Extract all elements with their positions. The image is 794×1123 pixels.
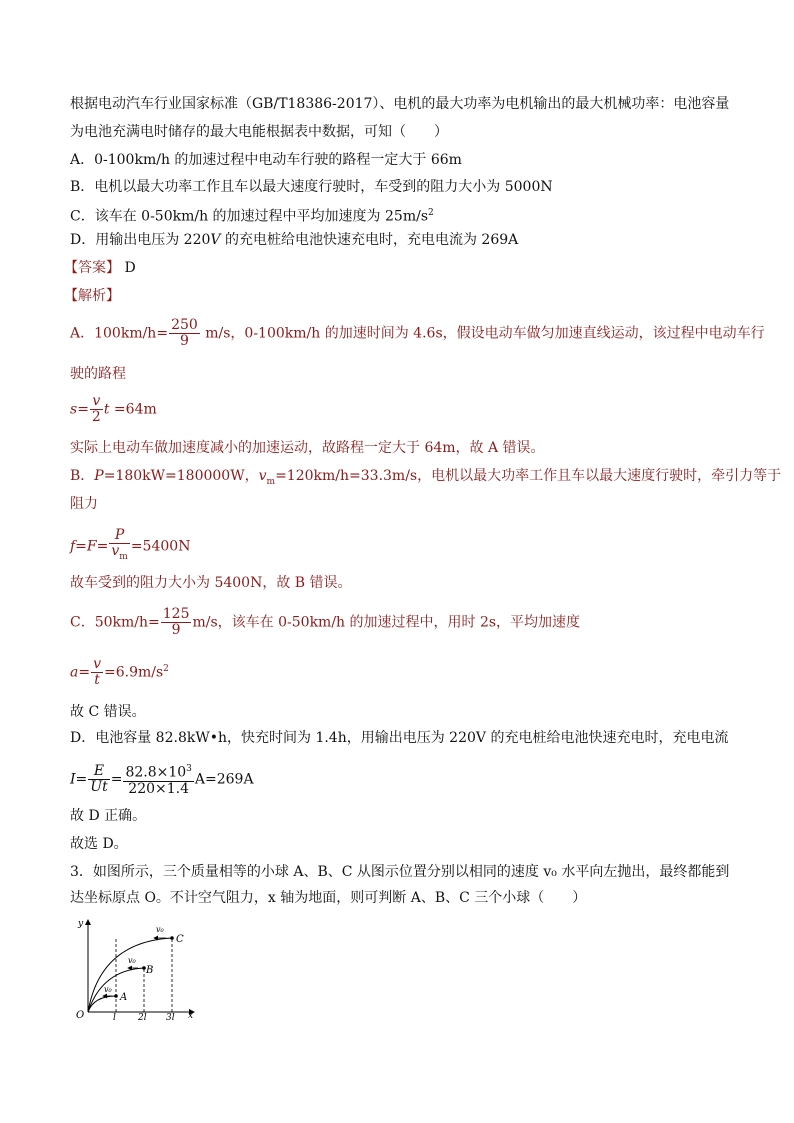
fraction-den <box>109 544 129 565</box>
ball-a-label: A <box>120 992 128 1003</box>
analysis-d-formula <box>70 762 254 797</box>
option-d-post: 的充电桩给电池快速充电时，充电电流为 269A <box>220 232 519 248</box>
y-axis-label: y <box>78 919 84 929</box>
fraction-num: E <box>88 764 109 780</box>
ball-c <box>170 936 174 940</box>
equals: = <box>77 401 89 418</box>
fraction-num: v <box>93 656 101 672</box>
x-axis-label: x <box>188 1011 194 1021</box>
analysis-d-conclusion: 故 D 正确。 <box>70 808 147 824</box>
den-v: v <box>111 543 120 559</box>
analysis-a-pre: A．100km/h= <box>70 325 169 342</box>
var-P: P <box>94 468 104 484</box>
tick-3l: 3l <box>166 1013 175 1022</box>
equals: = <box>110 771 123 788</box>
analysis-a-line-1 <box>70 318 765 349</box>
num-sup: 3 <box>186 764 192 774</box>
analysis-c-conclusion: 故 C 错误。 <box>70 704 146 720</box>
answer-line <box>64 258 136 278</box>
tick-l: l <box>113 1013 116 1022</box>
fraction-numeric <box>123 762 193 797</box>
analysis-b-conclusion: 故车受到的阻力大小为 5400N，故 B 错误。 <box>70 575 352 591</box>
final-choice: 故选 D。 <box>70 836 128 852</box>
option-d-v: V <box>210 232 221 248</box>
question3-line-1: 3．如图所示，三个质量相等的小球 A、B、C 从图示位置分别以相同的速度 v₀ 水平向左抛出，最终都能到 <box>70 864 730 880</box>
sub-m: m <box>266 476 276 487</box>
fraction-250-9 <box>169 318 200 349</box>
option-c-sup: 2 <box>428 208 434 218</box>
den-sub-m: m <box>119 551 128 562</box>
answer-value: D <box>124 260 136 276</box>
b-pre: B． <box>70 468 95 484</box>
c-formula-pre: a= <box>70 664 91 681</box>
analysis-label: 【解析】 <box>64 288 120 304</box>
fraction-den: 9 <box>171 622 181 638</box>
analysis-a-formula <box>70 394 157 425</box>
var-t: t <box>103 401 110 418</box>
v0-label-b: v₀ <box>128 956 136 965</box>
analysis-c-line-1 <box>70 607 580 638</box>
c-pre: C．50km/h= <box>70 614 160 631</box>
question3-line-2: 达坐标原点 O。不计空气阻力，x 轴为地面，则可判断 A、B、C 三个小球（ ） <box>70 890 587 906</box>
ball-b-label: B <box>146 965 154 976</box>
fraction-num: v <box>90 394 103 410</box>
fraction-den: 9 <box>179 333 189 349</box>
option-c <box>70 203 434 227</box>
fraction-den: Ut <box>90 778 108 795</box>
c-formula-post: =6.9m/s <box>104 664 164 681</box>
fraction-den: 220×1.4 <box>128 780 190 797</box>
trajectory-c <box>88 938 172 1012</box>
fraction-v-t <box>91 657 103 688</box>
origin-label: O <box>76 1010 85 1021</box>
analysis-b-formula <box>70 528 190 565</box>
num-text: 82.8×10 <box>125 764 187 781</box>
c-post: m/s，该车在 0-50km/h 的加速过程中，用时 2s，平均加速度 <box>192 614 581 631</box>
b-formula-pre: f=F= <box>70 538 109 555</box>
fraction-num: P <box>109 528 129 544</box>
d-formula-post: A=269A <box>194 771 254 788</box>
fraction-num <box>123 762 193 782</box>
fraction-den: t <box>94 672 100 688</box>
analysis-a-conclusion: 实际上电动车做加速度减小的加速运动，故路程一定大于 64m，故 A 错误。 <box>70 440 545 456</box>
ball-a <box>114 994 118 998</box>
v0-label-c: v₀ <box>156 925 164 934</box>
b-mid: =180kW=180000W， <box>103 468 259 484</box>
analysis-a-line-2: 驶的路程 <box>70 366 126 382</box>
option-a: A．0-100km/h 的加速过程中电动车行驶的路程一定大于 66m <box>70 152 462 168</box>
fraction-P-vm <box>109 528 129 565</box>
fraction-num: 250 <box>171 317 198 333</box>
c-formula-sup: 2 <box>163 663 169 674</box>
var-s: s <box>70 401 78 418</box>
d-formula-pre: I= <box>70 771 88 788</box>
result-64m: =64m <box>109 401 157 418</box>
ball-c-label: C <box>176 934 184 945</box>
v0-label-a: v₀ <box>104 985 112 994</box>
tick-2l: 2l <box>138 1013 147 1022</box>
b-post: =120km/h=33.3m/s，电机以最大功率工作且车以最大速度行驶时，牵引力等于 <box>275 468 782 484</box>
question-stem-line-1: 根据电动汽车行业国家标准（GB/T18386-2017）、电机的最大功率为电机输出的最大机械功率：电池容量 <box>70 96 730 112</box>
analysis-b-line-2: 阻力 <box>70 496 98 512</box>
fraction-v-2 <box>90 394 103 425</box>
analysis-c-formula <box>70 657 169 688</box>
projectile-figure <box>70 912 200 1022</box>
var-v: v <box>258 468 267 484</box>
answer-label: 【答案】 <box>64 260 120 276</box>
option-d-pre: D．用输出电压为 220 <box>70 232 211 248</box>
analysis-a-post: m/s，0-100km/h 的加速时间为 4.6s，假设电动车做匀加速直线运动，该过程中电动车行 <box>200 325 765 342</box>
question-stem-line-2: 为电池充满电时储存的最大电能根据表中数据，可知（ ） <box>70 124 448 140</box>
analysis-b-line-1 <box>70 466 781 492</box>
fraction-125-9 <box>161 607 192 638</box>
fraction-num: 125 <box>162 606 190 622</box>
trajectory-a <box>88 996 116 1012</box>
option-b: B．电机以最大功率工作且车以最大速度行驶时，车受到的阻力大小为 5000N <box>70 179 553 195</box>
analysis-d-line-1: D．电池容量 82.8kW•h，快充时间为 1.4h，用输出电压为 220V 的充电桩给电池快速充电时，充电电流 <box>70 730 729 746</box>
fraction-den: 2 <box>91 409 101 425</box>
option-c-text: C．该车在 0-50km/h 的加速过程中平均加速度为 25m/s <box>70 208 428 225</box>
fraction-E-Ut <box>88 764 109 795</box>
b-formula-post: =5400N <box>130 538 191 555</box>
option-d <box>70 230 518 250</box>
